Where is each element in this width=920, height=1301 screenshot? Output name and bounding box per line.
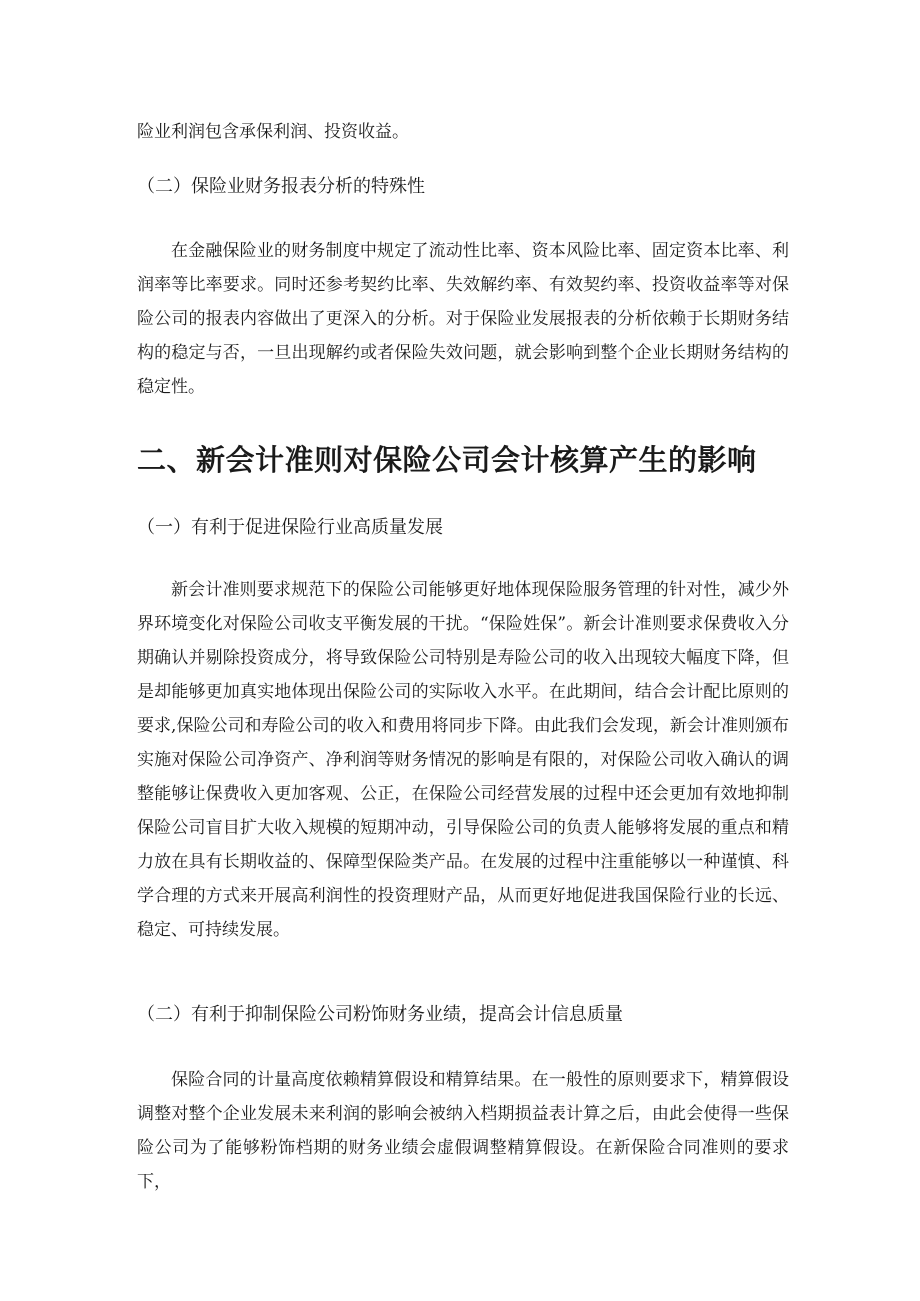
paragraph-financial-statement-particularity: 在金融保险业的财务制度中规定了流动性比率、资本风险比率、固定资本比率、利润率等比率要求。同时还参考契约比率、失效解约率、有效契约率、投资收益率等对保险公司的报表内容做出了更深入的分析。对于保险业发展报表的分析依赖于长期财务结构的稳定与否，一旦出现解约或者保险失效问题，就会影响到整个企业长期财务结构的稳定性。 <box>137 241 789 397</box>
subsection-heading-financial-statement-particularity: （二）保险业财务报表分析的特殊性 <box>137 176 425 197</box>
intro-paragraph-tail: 险业利润包含承保利润、投资收益。 <box>137 122 409 142</box>
subsection-heading-curb-earnings-management: （二）有利于抑制保险公司粉饰财务业绩，提高会计信息质量 <box>137 1004 623 1025</box>
section-heading-new-accounting-standards: 二、新会计准则对保险公司会计核算产生的影响 <box>137 443 757 477</box>
paragraph-curb-earnings-management: 保险合同的计量高度依赖精算假设和精算结果。在一般性的原则要求下，精算假设调整对整个企业发展未来利润的影响会被纳入档期损益表计算之后，由此会使得一些保险公司为了能够粉饰档期的财务业绩会虚假调整精算假设。在新保险合同准则的要求下， <box>137 1070 789 1192</box>
paragraph-high-quality-development: 新会计准则要求规范下的保险公司能够更好地体现保险服务管理的针对性，减少外界环境变化对保险公司收支平衡发展的干扰。“保险姓保”。新会计准则要求保费收入分期确认并剔除投资成分，将导致保险公司特别是寿险公司的收入出现较大幅度下降，但是却能够更加真实地体现出保险公司的实际收入水平。在此期间，结合会计配比原则的要求,保险公司和寿险公司的收入和费用将同步下降。由此我们会发现，新会计准则颁布实施对保险公司净资产、净利润等财务情况的影响是有限的，对保险公司收入确认的调整能够让保费收入更加客观、公正，在保险公司经营发展的过程中还会更加有效地抑制保险公司盲目扩大收入规模的短期冲动，引导保险公司的负责人能够将发展的重点和精力放在具有长期收益的、保障型保险类产品。在发展的过程中注重能够以一种谨慎、科学合理的方式来开展高利润性的投资理财产品，从而更好地促进我国保险行业的长远、稳定、可持续发展。 <box>137 580 789 940</box>
subsection-heading-high-quality-development: （一）有利于促进保险行业高质量发展 <box>137 517 443 538</box>
